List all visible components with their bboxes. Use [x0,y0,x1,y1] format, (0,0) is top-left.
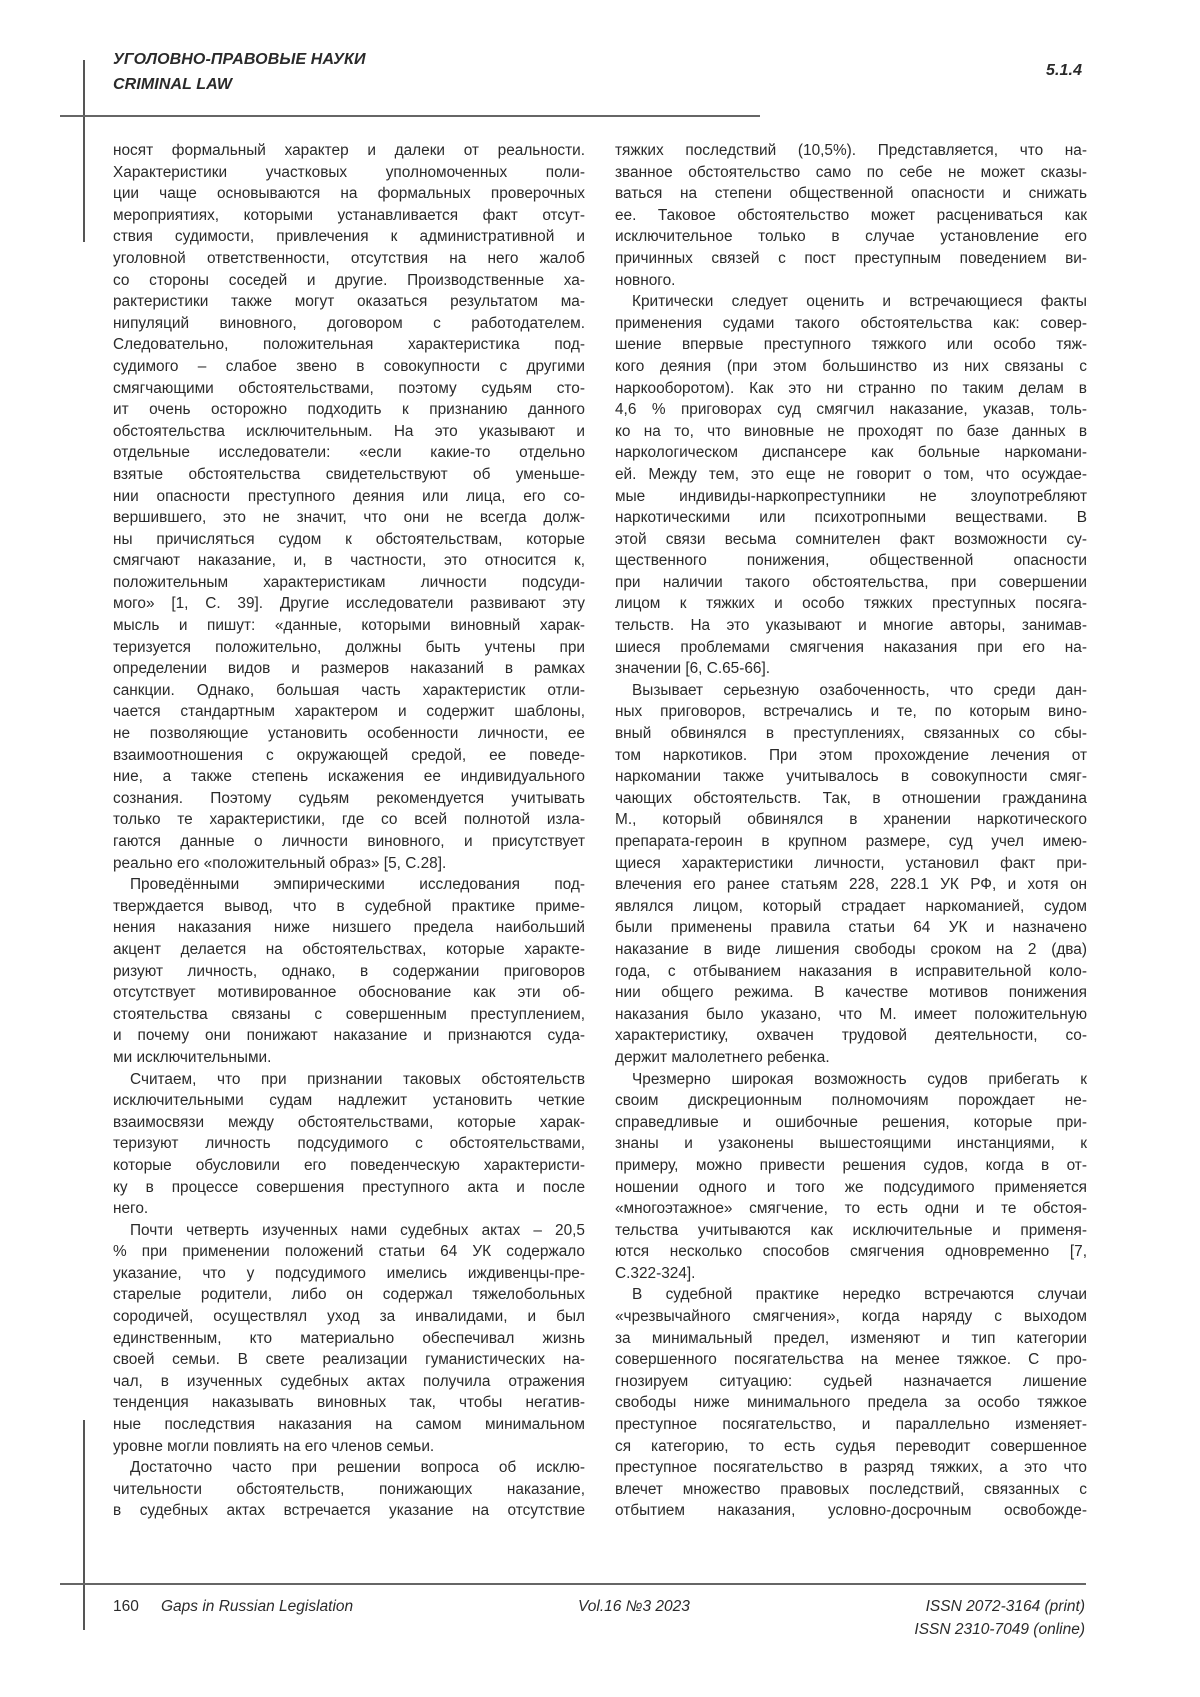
text-line: взаимоотношения с окружающей средой, ее поведе- [113,746,585,764]
text-line: влечения его ранее статьям 228, 228.1 УК РФ, и хотя он [615,876,1087,894]
page-number: 160 [113,1598,139,1615]
text-line: судимого – слабое звено в совокупности с другими [113,357,585,375]
text-line: М., который обвинялся в хранении наркотического [615,811,1087,829]
text-line: характеристику, охвачен трудовой деятельности, со- [615,1027,1087,1045]
text-line: тверждается вывод, что в судебной практике приме- [113,897,585,915]
text-line: которые обусловили его поведенческую характеристи- [113,1156,585,1174]
text-line: гаются данные о личности виновного, и присутствует [113,833,585,850]
text-line: ствия судимости, привлечения к административной и [113,228,585,246]
text-line: года, с отбыванием наказания в исправительной коло- [615,962,1087,980]
text-line: ных приговоров, встречались и те, по которым вино- [615,703,1087,721]
issn-print [926,1598,1085,1616]
text-line: Достаточно часто при решении вопроса об исклю- [130,1459,585,1477]
text-line: Почти четверть изученных нами судебных актах – 20,5 [130,1221,585,1239]
footer-vertical-rule [83,1420,85,1630]
issn-online [914,1621,1085,1639]
text-line: совершенного посягательства на менее тяжкое. С про- [615,1351,1087,1369]
text-line: старелые родители, либо он содержал тяжелобольных [113,1286,585,1304]
text-line: нения наказания ниже низшего предела наибольший [113,919,585,937]
text-line: взаимосвязи между обстоятельствами, которые харак- [113,1113,585,1131]
text-line: знаны и узаконены вышестоящими инстанциями, к [615,1135,1087,1153]
text-line: мые индивиды-наркопреступники не злоупотребляют [615,487,1087,505]
text-line: Считаем, что при признании таковых обстоятельств [130,1070,585,1088]
text-line: тельства учитываются как исключительные и применя- [615,1221,1087,1239]
text-line: новного. [615,271,676,289]
text-line: тенденция наказывать виновных так, чтобы негатив- [113,1394,585,1412]
text-line: том наркотиков. При этом прохождение лечения от [615,746,1087,764]
text-line: чал, в изученных судебных актах получила отражения [113,1372,585,1390]
text-line: сознания. Поэтому судьям рекомендуется учитывать [113,789,585,807]
text-line: щественного понижения, общественной опасности [615,552,1087,570]
text-line: уголовной ответственности, отсутствия на него жалоб [113,249,585,267]
text-line: определении видов и размеров наказаний в рамках [113,660,585,678]
text-line: гнозируем ситуацию: судьей назначается лишение [615,1372,1087,1390]
text-line: акцент делается на обстоятельствах, которые характе- [113,940,585,958]
text-line: значении [6, С.65-66]. [615,660,771,678]
text-line: него. [113,1200,149,1218]
text-line: и почему они понижают наказание и признаются суда- [113,1027,585,1045]
text-line: санкции. Однако, большая часть характеристик отли- [113,681,585,699]
text-line: реально его «положительный образ» [5, С.28]. [113,854,447,872]
journal-name [161,1598,353,1616]
text-line: шение впервые преступного тяжкого или особо тяж- [615,336,1087,354]
text-line: чающих обстоятельств. Так, в отношении гражданина [615,789,1087,807]
text-line: свободы ниже минимального предела за особо тяжкое [615,1394,1087,1412]
section-title-ru: УГОЛОВНО-ПРАВОВЫЕ НАУКИ [113,51,366,68]
text-line: чается стандартным характером и содержит шаблоны, [113,703,585,721]
text-line: стоятельства связаны с совершенным преступлением, [113,1005,585,1023]
text-line: наркотическими или психотропными веществами. В [615,509,1087,527]
text-line: вный обвинялся в преступлениях, связанных со сбы- [615,725,1087,743]
text-line: тельств. На это указывают и многие авторы, занимав- [615,617,1087,635]
text-line: Следовательно, положительная характеристика под- [113,336,585,354]
text-line: мероприятиях, которыми устанавливается факт отсут- [113,206,585,224]
text-line: преступное посягательство в разряд тяжких, а это что [615,1459,1087,1477]
text-line: уровне могли повлиять на его членов семьи. [113,1437,435,1455]
text-line: смягчающими обстоятельствами, поэтому судьям сто- [113,379,585,397]
text-line: наказание в виде лишения свободы сроком на 2 (два) [615,940,1087,958]
header-vertical-rule [83,60,85,242]
text-line: ку в процессе совершения преступного акта и после [113,1178,585,1196]
text-line: ны причисляться судом к обстоятельствам, которые [113,530,585,548]
text-line: нии опасности преступного деяния или лица, его со- [113,487,585,505]
text-line: указание, что у подсудимого имелись иждивенцы-пре- [113,1264,585,1282]
text-line: были применены правила статьи 64 УК и назначено [615,919,1087,937]
text-line: своим дискреционным полномочиям порождает не- [615,1092,1087,1110]
text-line: причинных связей с пост преступным поведением ви- [615,249,1087,267]
text-line: держит малолетнего ребенка. [615,1048,830,1066]
text-line: исключительное только в случае установление его [615,228,1087,246]
text-line: Критически следует оценить и встречающиеся факты [632,293,1087,311]
text-line: ние, а также степень искажения ее индивидуального [113,768,585,786]
text-line: С.322-324]. [615,1264,696,1282]
text-line: при наличии такого обстоятельства, при совершении [615,573,1087,591]
text-line: мысль и пишут: «данные, которыми виновный харак- [113,617,585,635]
text-line: взятые обстоятельства свидетельствуют об уменьше- [113,465,585,483]
text-line: отсутствует мотивированное обоснование как эти об- [113,984,585,1002]
text-line: мого» [1, С. 39]. Другие исследователи развивают эту [113,595,585,613]
text-line: преступное посягательство, и параллельно изменяет- [615,1416,1087,1434]
text-line: обстоятельства исключительным. На это указывают и [113,422,585,440]
text-line: ризуют личность, однако, в содержании приговоров [113,962,585,980]
text-line: наркооборотом). Как это ни странно по таким делам в [615,379,1087,397]
issue-info [578,1598,690,1616]
text-line: ные последствия наказания на самом минимальном [113,1416,585,1434]
issue-info-text: Vol.16 №3 2023 [578,1598,690,1615]
text-line: ми исключительными. [113,1048,272,1066]
text-line: наркологическом диспансере как больные наркомани- [615,444,1087,462]
text-line: Характеристики участковых уполномоченных поли- [113,163,585,181]
text-line: чительности обстоятельств, понижающих наказание, [113,1480,585,1498]
journal-name-text: Gaps in Russian Legislation [161,1598,354,1615]
text-line: шиеся проблемами смягчения наказания при его на- [615,638,1087,656]
text-line: 4,6 % приговорах суд смягчил наказание, указав, толь- [615,401,1087,419]
specialty-code: 5.1.4 [1046,62,1083,79]
text-line: влечет множество правовых последствий, связанных с [615,1480,1087,1498]
text-line: ся категорию, то есть судья переводит совершенное [615,1437,1087,1455]
text-line: единственным, кто материально обеспечивал жизнь [113,1329,585,1347]
text-line: только те характеристики, где со всей полнотой изла- [113,811,585,829]
text-line: со стороны соседей и другие. Производственные ха- [113,271,585,289]
text-column-right [615,140,1087,1522]
text-line: вершившего, это не значит, что они не всегда долж- [113,509,585,527]
text-line: ции чаще основываются на формальных проверочных [113,185,585,203]
text-line: не позволяющие установить особенности личности, ее [113,725,585,743]
text-line: щиеся характеристики личности, установил факт при- [615,854,1087,872]
text-line: исключительными судам надлежит установить четкие [113,1092,585,1110]
text-line: «чрезвычайного смягчения», когда наряду с выходом [615,1308,1087,1326]
text-line: ношении одного и того же подсудимого применяется [615,1178,1087,1196]
section-title-en: CRIMINAL LAW [113,76,233,93]
text-line: носят формальный характер и далеки от реальности. [113,142,585,159]
text-line: положительным характеристикам личности подсуди- [113,573,585,591]
text-line: нипуляций виновного, договором с работодателем. [113,314,585,332]
issn-online-text: ISSN 2310-7049 (online) [914,1621,1085,1638]
text-line: В судебной практике нередко встречаются случаи [632,1286,1087,1304]
text-line: этой связи весьма сомнителен факт возможности су- [615,530,1087,548]
text-line: теризуется положительно, должны быть учтены при [113,638,585,656]
text-line: ваться на степени общественной опасности и снижать [615,185,1087,203]
text-line: кого деяния (при этом большинство из них связаны с [615,357,1087,375]
text-line: рактеристики также могут оказаться результатом ма- [113,293,585,311]
text-line: за минимальный предел, изменяют и тип категории [615,1329,1087,1347]
text-line: % при применении положений статьи 64 УК содержало [113,1243,585,1261]
text-line: теризуют личность подсудимого с обстоятельствами, [113,1135,585,1153]
text-line: наркомании также учитывалось в совокупности смяг- [615,768,1087,786]
text-line: наказания было указано, что М. имеет положительную [615,1005,1087,1023]
text-line: примеру, можно привести решения судов, когда в от- [615,1156,1087,1174]
text-line: применения судами такого обстоятельства как: совер- [615,314,1087,332]
text-line: званное обстоятельство само по себе не может сказы- [615,163,1087,181]
text-column-left [113,140,585,1522]
text-line: «многоэтажное» смягчение, то есть одни и те обстоя- [615,1200,1087,1218]
text-line: в судебных актах встречается указание на отсутствие [113,1502,585,1520]
footer-horizontal-rule [60,1583,1086,1585]
text-line: Чрезмерно широкая возможность судов прибегать к [632,1070,1087,1088]
text-line: своей семьи. В свете реализации гуманистических на- [113,1351,585,1369]
text-line: смягчают наказание, и, в частности, это относится к, [113,552,585,570]
text-line: Вызывает серьезную озабоченность, что среди дан- [632,681,1087,699]
text-line: сородичей, осуществлял уход за инвалидами, и был [113,1308,585,1326]
text-line: ются несколько способов смягчения одновременно [7, [615,1243,1087,1261]
text-line: Проведёнными эмпирическими исследования под- [130,876,585,894]
text-line: нии общего режима. В качестве мотивов понижения [615,984,1087,1002]
text-line: препарата-героин в крупном размере, суд учел имею- [615,833,1087,850]
text-line: являлся лицом, который страдает наркоманией, судом [615,897,1087,915]
text-line: ей. Между тем, это еще не говорит о том, что осуждае- [615,465,1087,483]
text-line: ко на то, что виновные не проходят по базе данных в [615,422,1087,440]
text-line: отдельные исследователи: «если какие-то отдельно [113,444,585,462]
text-line: справедливые и ошибочные решения, которые при- [615,1113,1087,1131]
text-line: ее. Таковое обстоятельство может расцениваться как [615,206,1087,224]
header-horizontal-rule [60,115,760,117]
text-line: ит очень осторожно подходить к признанию данного [113,401,585,419]
text-line: тяжких последствий (10,5%). Представляется, что на- [615,142,1087,159]
text-line: отбытием наказания, условно-досрочным освобожде- [615,1502,1087,1520]
text-line: лицом к тяжких и особо тяжких преступных посяга- [615,595,1087,613]
issn-print-text: ISSN 2072-3164 (print) [925,1598,1085,1615]
